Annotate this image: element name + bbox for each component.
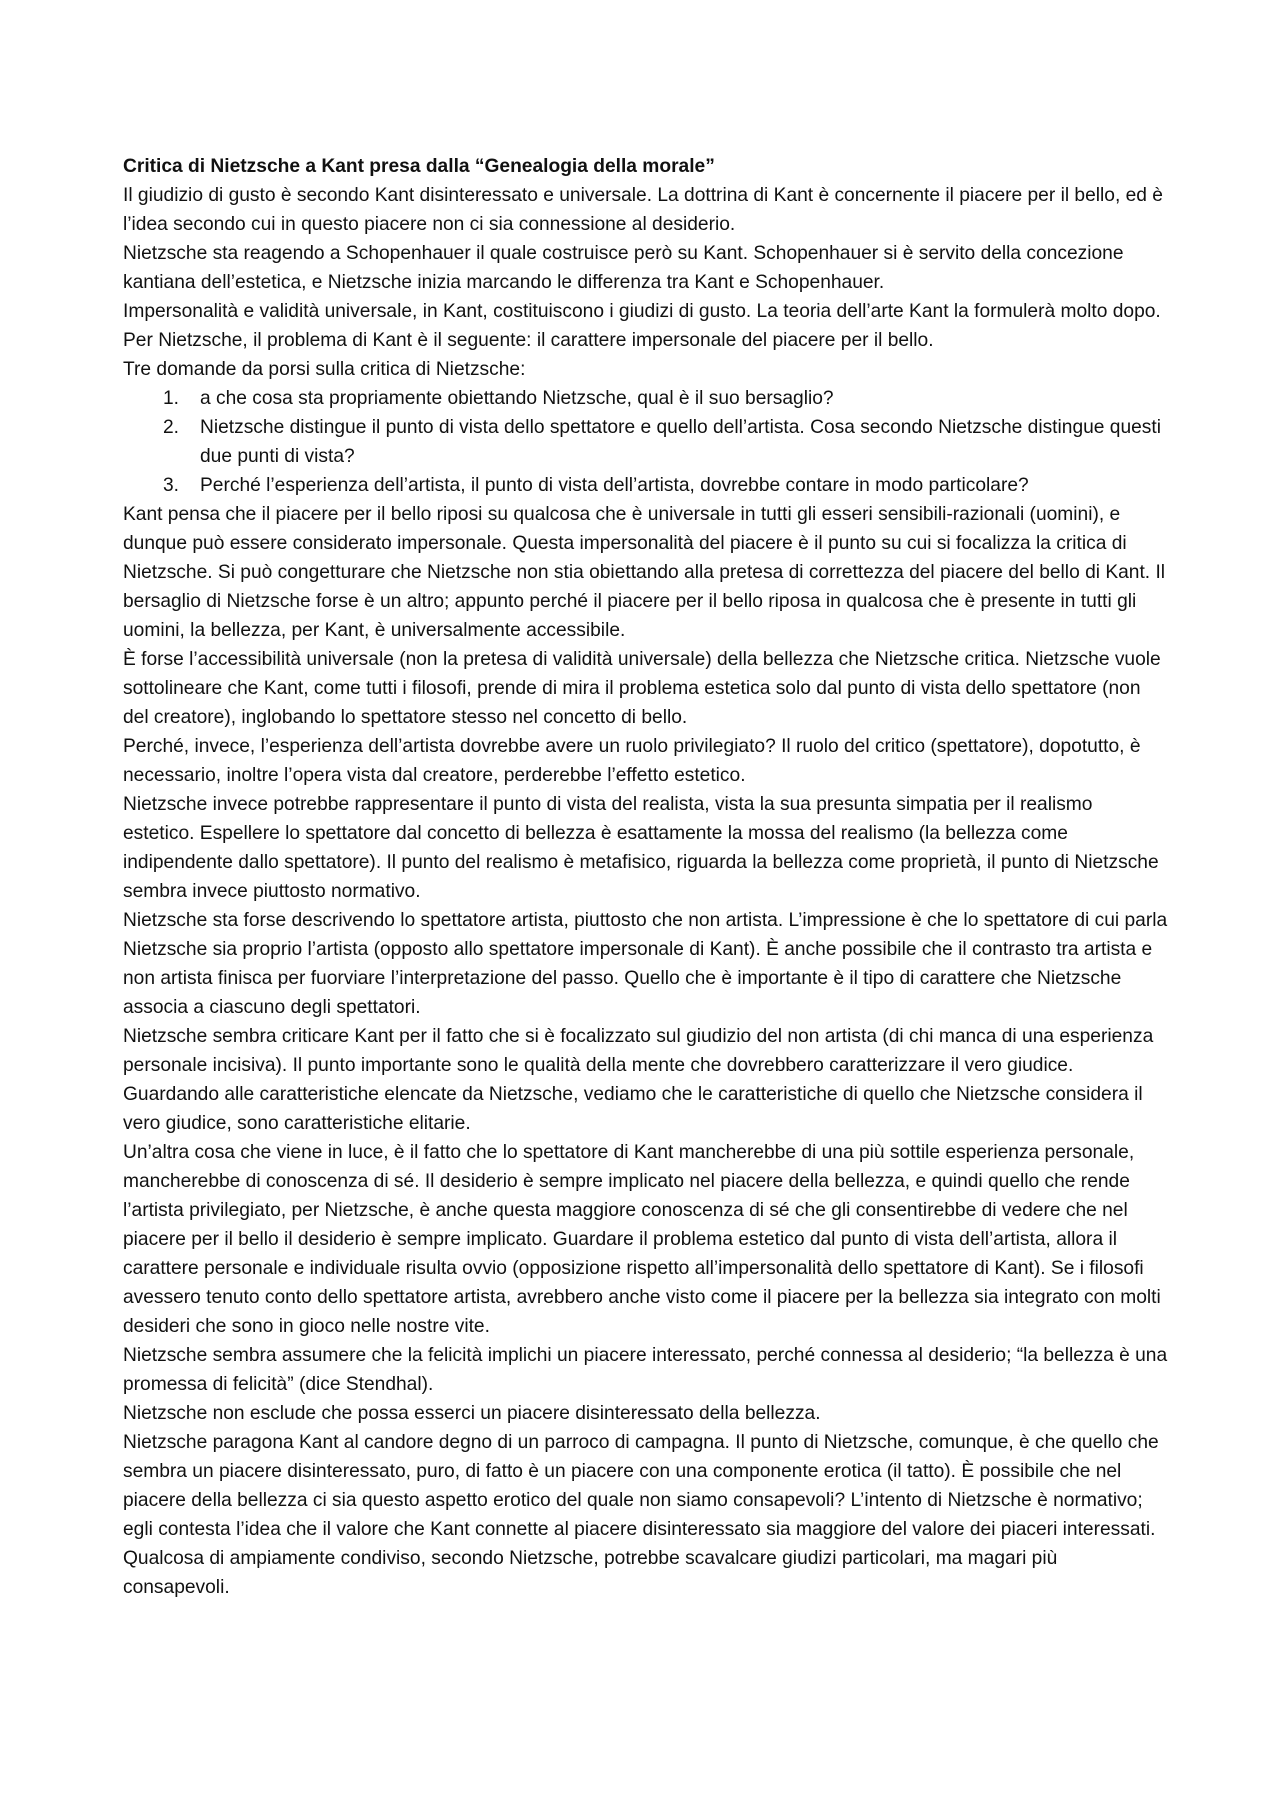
- list-item: [163, 413, 1168, 471]
- paragraph: Un’altra cosa che viene in luce, è il fatto che lo spettatore di Kant mancherebbe di una più sottile esperienza personale, mancherebbe di conoscenza di sé. Il desiderio è sempre implicato nel piacere della bellezza, e quindi quello che rende l’artista privilegiato, per Nietzsche, è anche questa maggiore conoscenza di sé che gli consentirebbe di vedere che nel piacere per il bello il desiderio è sempre implicato. Guardare il problema estetico dal punto di vista dell’artista, allora il carattere personale e individuale risulta ovvio (opposizione rispetto all’impersonalità dello spettatore di Kant). Se i filosofi avessero tenuto conto dello spettatore artista, avrebbero anche visto come il piacere per la bellezza sia integrato con molti desideri che sono in gioco nelle nostre vite.: [123, 1142, 1161, 1337]
- paragraph: Nietzsche sta reagendo a Schopenhauer il quale costruisce però su Kant. Schopenhauer si è servito della concezione kantiana dell’estetica, e Nietzsche inizia marcando le differenza tra Kant e Schopenhauer.: [123, 243, 1124, 293]
- paragraph: Per Nietzsche, il problema di Kant è il seguente: il carattere impersonale del piacere per il bello.: [123, 330, 934, 351]
- list-item-text: Perché l’esperienza dell’artista, il punto di vista dell’artista, dovrebbe contare in modo particolare?: [200, 475, 1029, 496]
- list-item-text: a che cosa sta propriamente obiettando Nietzsche, qual è il suo bersaglio?: [200, 388, 834, 409]
- paragraph: Kant pensa che il piacere per il bello riposi su qualcosa che è universale in tutti gli esseri sensibili-razionali (uomini), e dunque può essere considerato impersonale. Questa impersonalità del piacere è il punto su cui si focalizza la critica di Nietzsche. Si può congetturare che Nietzsche non stia obiettando alla pretesa di correttezza del piacere del bello di Kant. Il bersaglio di Nietzsche forse è un altro; appunto perché il piacere per il bello riposa in qualcosa che è presente in tutti gli uomini, la bellezza, per Kant, è universalmente accessibile.: [123, 504, 1166, 641]
- document-title: Critica di Nietzsche a Kant presa dalla “Genealogia della morale”: [123, 156, 715, 177]
- paragraph: Nietzsche sembra criticare Kant per il fatto che si è focalizzato sul giudizio del non artista (di chi manca di una esperienza personale incisiva). Il punto importante sono le qualità della mente che dovrebbero caratterizzare il vero giudice. Guardando alle caratteristiche elencate da Nietzsche, vediamo che le caratteristiche di quello che Nietzsche considera il vero giudice, sono caratteristiche elitarie.: [123, 1026, 1154, 1134]
- list-item-number: 2.: [163, 417, 180, 438]
- paragraph: Nietzsche non esclude che possa esserci un piacere disinteressato della bellezza.: [123, 1403, 821, 1424]
- paragraph: Il giudizio di gusto è secondo Kant disinteressato e universale. La dottrina di Kant è concernente il piacere per il bello, ed è l’idea secondo cui in questo piacere non ci sia connessione al desiderio.: [123, 185, 1163, 235]
- list-item: [163, 384, 1168, 413]
- list-item: [163, 471, 1168, 500]
- paragraph: È forse l’accessibilità universale (non la pretesa di validità universale) della bellezza che Nietzsche critica. Nietzsche vuole sottolineare che Kant, come tutti i filosofi, prende di mira il problema estetica solo dal punto di vista dello spettatore (non del creatore), inglobando lo spettatore stesso nel concetto di bello.: [123, 649, 1161, 728]
- questions-list: [123, 384, 1168, 500]
- paragraph: Nietzsche sta forse descrivendo lo spettatore artista, piuttosto che non artista. L’impressione è che lo spettatore di cui parla Nietzsche sia proprio l’artista (opposto allo spettatore impersonale di Kant). È anche possibile che il contrasto tra artista e non artista finisca per fuorviare l’interpretazione del passo. Quello che è importante è il tipo di carattere che Nietzsche associa a ciascuno degli spettatori.: [123, 910, 1168, 1018]
- list-item-text: Nietzsche distingue il punto di vista dello spettatore e quello dell’artista. Cosa secondo Nietzsche distingue questi due punti di vista?: [200, 417, 1161, 467]
- paragraph: Tre domande da porsi sulla critica di Nietzsche:: [123, 359, 526, 380]
- list-item-number: 3.: [163, 475, 180, 496]
- paragraph: Perché, invece, l’esperienza dell’artista dovrebbe avere un ruolo privilegiato? Il ruolo del critico (spettatore), dopotutto, è necessario, inoltre l’opera vista dal creatore, perderebbe l’effetto estetico.: [123, 736, 1141, 786]
- list-item-number: 1.: [163, 388, 180, 409]
- paragraph: Impersonalità e validità universale, in Kant, costituiscono i giudizi di gusto. La teoria dell’arte Kant la formulerà molto dopo.: [123, 301, 1161, 322]
- document-body: [123, 152, 1168, 1602]
- paragraph: Nietzsche sembra assumere che la felicità implichi un piacere interessato, perché connessa al desiderio; “la bellezza è una promessa di felicità” (dice Stendhal).: [123, 1345, 1168, 1395]
- paragraph: Nietzsche paragona Kant al candore degno di un parroco di campagna. Il punto di Nietzsche, comunque, è che quello che sembra un piacere disinteressato, puro, di fatto è un piacere con una componente erotica (il tatto). È possibile che nel piacere della bellezza ci sia questo aspetto erotico del quale non siamo consapevoli? L’intento di Nietzsche è normativo; egli contesta l’idea che il valore che Kant connette al piacere disinteressato sia maggiore del valore dei piaceri interessati. Qualcosa di ampiamente condiviso, secondo Nietzsche, potrebbe scavalcare giudizi particolari, ma magari più consapevoli.: [123, 1432, 1159, 1598]
- paragraph: Nietzsche invece potrebbe rappresentare il punto di vista del realista, vista la sua presunta simpatia per il realismo estetico. Espellere lo spettatore dal concetto di bellezza è esattamente la mossa del realismo (la bellezza come indipendente dallo spettatore). Il punto del realismo è metafisico, riguarda la bellezza come proprietà, il punto di Nietzsche sembra invece piuttosto normativo.: [123, 794, 1159, 902]
